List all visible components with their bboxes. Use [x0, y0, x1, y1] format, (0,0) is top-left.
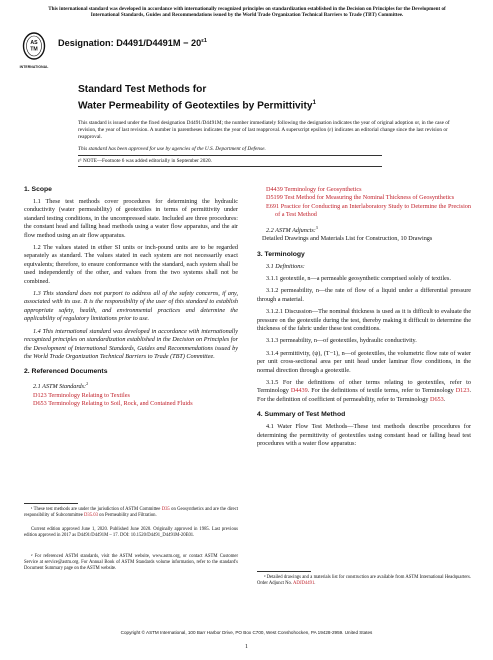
reference-code-link[interactable]: D4439	[266, 186, 283, 193]
footnote-rule	[257, 571, 311, 572]
terminology-link[interactable]: D4439	[290, 387, 308, 395]
adjunct-item: Detailed Drawings and Materials List for Construction, 10 Drawings	[262, 235, 433, 243]
paragraph-1-4: 1.4 This international standard was developed in accordance with internationally recognized principles on standardization established in the Decision on Principles for the Development of International Standards, Guides and Recommendations issued by the World Trade Organization Technical Barriers to Trade (TBT) Committee.	[24, 327, 238, 360]
divider	[78, 155, 382, 156]
designation-label: Designation: D4491/D4491M − 20	[58, 38, 202, 49]
title-line2: Water Permeability of Geotextiles by Permittivity$^1$	[78, 99, 316, 111]
footnote-1: ¹ These test methods are under the jurisdiction of ASTM Committee D35 on Geosynthetics and are the direct responsibility of Subcommittee D35.03 on Permeability and Filtration.	[24, 507, 238, 518]
reference-code-link[interactable]: D123	[33, 391, 47, 399]
reference-title[interactable]: Test Method for Measuring the Nominal Thickness of Geosynthetics	[284, 194, 455, 202]
reference-item[interactable]	[33, 400, 238, 408]
reference-item[interactable]	[33, 392, 238, 400]
paragraph-3-1-4: 3.1.4 permittivity, (ψ), (T−1), n—of geotextiles, the volumetric flow rate of water per unit cross-sectional area per unit head under laminar flow conditions, in the normal direction through a geotextile.	[257, 349, 471, 374]
terminology-link[interactable]: D123	[455, 387, 470, 395]
reference-title[interactable]: Terminology Relating to Soil, Rock, and Contained Fluids	[48, 400, 193, 408]
paragraph-1-1: 1.1 These test methods cover procedures for determining the hydraulic conductivity (water permeability) of geotextiles in terms of permittivity under standard testing conditions, in the uncompressed state. Included are three procedures: the constant head and falling head methods using a water flow apparatus, and the air flow method using an air flow apparatus.	[24, 198, 238, 239]
section-heading-summary: 4. Summary of Test Method	[257, 411, 346, 419]
tbt-notice: This international standard was developed in accordance with internationally recognized principles on standardization established in the Decision on Principles for the Development of International Standards, Guides and Recommendations issued by the World Trade Organization Technical Barriers to Trade (TBT) Committee.	[48, 6, 446, 19]
left-column	[24, 186, 238, 409]
paragraph-3-1-1: 3.1.1 geotextile, n—a permeable geosynthetic comprised solely of textiles.	[266, 274, 451, 282]
reference-code-link[interactable]: E691	[266, 202, 280, 210]
paragraph-3-1: 3.1 Definitions:	[266, 262, 305, 270]
reference-code-link[interactable]: D5199	[266, 194, 283, 202]
page-number: 1	[245, 644, 248, 650]
section-heading-terminology: 3. Terminology	[257, 250, 305, 258]
section-heading-referenced: 2. Referenced Documents	[24, 368, 108, 376]
footnote-2: ² For referenced ASTM standards, visit the ASTM website, www.astm.org, or contact ASTM Customer Service at service@astm.org. For Annual Book of ASTM Standards volume information, refer to the standard's Document Summary page on the ASTM website.	[24, 554, 238, 571]
paragraph-3-1-5: 3.1.5 For the definitions of other terms relating to geotextiles, refer to Terminology D4439. For the definitions of textile terms, refer to Terminology D123. For the definition of coefficient of permeability, refer to Terminology D653.	[257, 378, 471, 403]
terminology-link[interactable]: D653	[430, 395, 444, 403]
reference-code-link[interactable]: D653	[33, 400, 47, 408]
title-line1: Standard Test Methods for	[78, 84, 207, 95]
subcommittee-link[interactable]: D35.03	[84, 513, 98, 518]
reference-title[interactable]: Terminology Relating to Textiles	[48, 391, 130, 399]
subheading-astm-standards: 2.1 ASTM Standards:$^2$	[33, 381, 89, 391]
footnote-1-edition: Current edition approved June 1, 2020. Published June 2020. Originally approved in 1985. Last previous edition approved in 2017 as D4491/D4491M – 17. DOI: 10.1520/D4491_D4491M-20E01.	[24, 527, 238, 538]
section-heading-scope: 1. Scope	[24, 186, 52, 193]
footnote-3: ³ Detailed drawings and a materials list for construction are available from ASTM International Headquarters. Order Adjunct No. ADJD4491.	[257, 575, 471, 586]
paragraph-4-1: 4.1 Water Flow Test Methods—These test methods describe procedures for determining the permittivity of geotextiles using constant head or falling head test procedures with a water flow apparatus:	[257, 423, 471, 447]
svg-text:TM: TM	[30, 46, 38, 53]
paragraph-3-1-2: 3.1.2 permeability, n—the rate of flow of a liquid under a differential pressure through a material.	[257, 287, 471, 303]
reference-item[interactable]	[266, 186, 471, 194]
dod-statement: This standard has been approved for use by agencies of the U.S. Department of Defense.	[78, 146, 266, 152]
paragraph-1-3: 1.3 This standard does not purport to address all of the safety concerns, if any, associated with its use. It is the responsibility of the user of this standard to establish appropriate safety, health, and environmental practices and determine the applicability of regulatory limitations prior to use.	[24, 290, 238, 323]
paragraph-1-2: 1.2 The values stated in either SI units or inch-pound units are to be regarded separately as standard. The values stated in each system are not necessarily exact equivalents; therefore, to ensure conformance with the standard, each system shall be used independently of the other, and values from the two systems shall not be combined.	[24, 244, 238, 285]
footnote-rule	[24, 503, 78, 504]
subheading-astm-adjuncts: 2.2 ASTM Adjuncts:$^3$	[266, 224, 318, 234]
reference-item[interactable]	[266, 203, 471, 220]
svg-text:AS: AS	[30, 40, 38, 46]
designation-sup: ε1	[201, 38, 207, 44]
designation	[58, 38, 207, 48]
editorial-note: ε¹ NOTE—Footnote 6 was added editorially in September 2020.	[78, 158, 212, 164]
committee-link[interactable]: D35	[161, 507, 170, 512]
copyright-footer: Copyright © ASTM International, 100 Barr Harbor Drive, PO Box C700, West Conshohocken, PA 19428-2959. United States	[120, 630, 373, 635]
divider	[78, 166, 382, 167]
right-column	[257, 186, 471, 448]
standard-title	[78, 84, 316, 112]
paragraph-3-1-2-1: 3.1.2.1 Discussion—The nominal thickness is used as it is difficult to evaluate the pressure on the geotextile during the test, thereby making it difficult to determine the thickness of the fabric under these test conditions.	[257, 308, 471, 332]
logo-caption: INTERNATIONAL	[19, 65, 49, 69]
adjunct-link[interactable]: ADJD4491	[292, 581, 315, 586]
paragraph-3-1-3: 3.1.3 permeability, n—of geotextiles, hydraulic conductivity.	[266, 337, 417, 345]
reference-title[interactable]: Terminology for Geosynthetics	[284, 186, 362, 193]
issue-statement: This standard is issued under the fixed designation D4491/D4491M; the number immediately following the designation indicates the year of original adoption or, in the case of revision, the year of last revision. A number in parentheses indicates the year of last reapproval. A superscript epsilon (ε) indicates an editorial change since the last revision or reapproval.	[78, 120, 450, 141]
reference-item[interactable]	[266, 194, 471, 202]
reference-title[interactable]: Practice for Conducting an Interlaboratory Study to Determine the Precision of a Test Method	[275, 202, 471, 219]
